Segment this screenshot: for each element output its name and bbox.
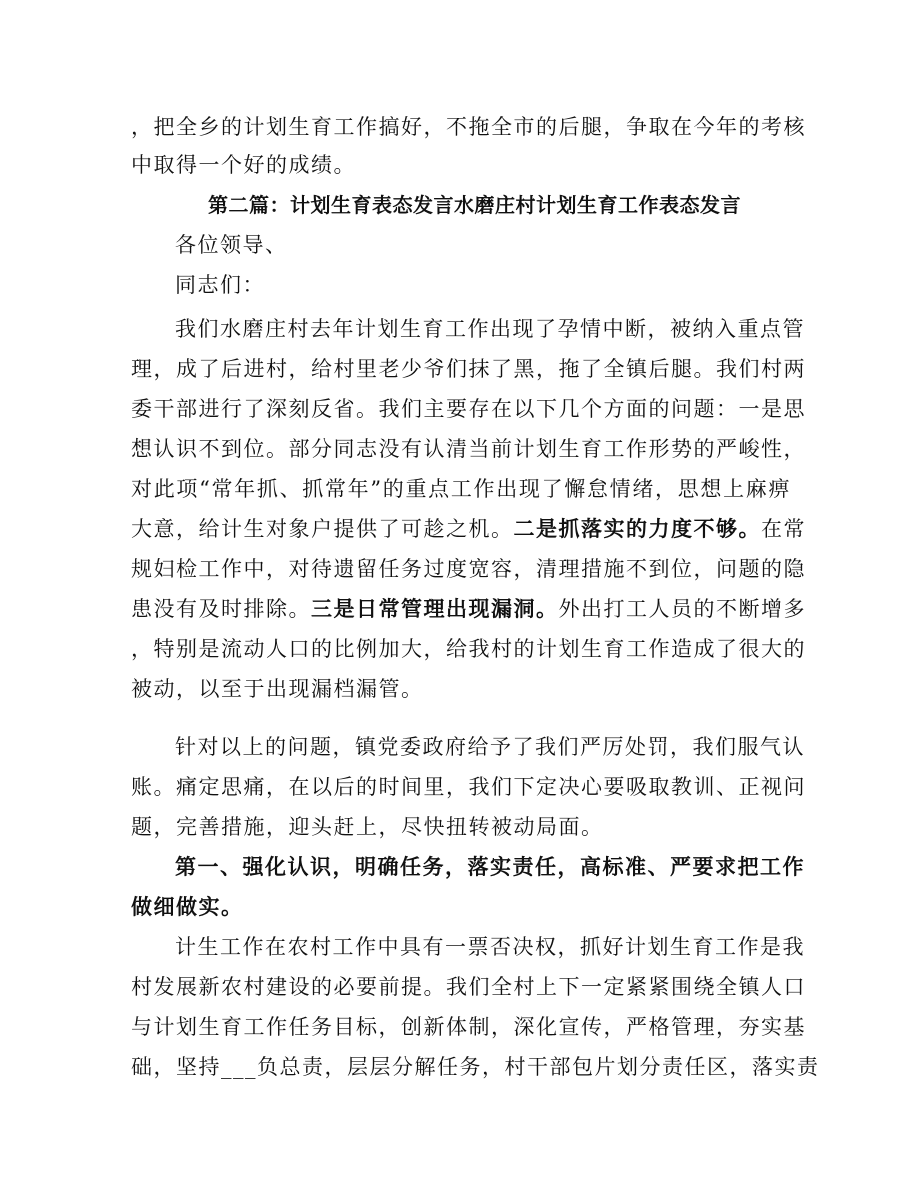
paragraph-1-line-3: 委干部进行了深刻反省。我们主要存在以下几个方面的问题：一是思 [131,397,806,421]
paragraph-1-line-8-text-c: 外出打工人员的不断增多 [558,597,806,621]
paragraph-3-line-3: 与计划生育工作任务目标，创新体制，深化宣传，严格管理，夯实基 [131,1015,806,1039]
paragraph-1-line-6-text-a: 大意，给计生对象户提供了可趁之机。 [131,517,514,541]
paragraph-1-line-6 [131,509,806,549]
paragraph-3-line-2: 村发展新农村建设的必要前提。我们全村上下一定紧紧围绕全镇人口 [131,975,806,999]
salutation-line-1: 各位领导、 [175,233,288,257]
paragraph-2-line-1: 针对以上的问题，镇党委政府给予了我们严厉处罚，我们服气认 [175,735,805,759]
paragraph-1-line-10: 被动，以至于出现漏档漏管。 [131,677,424,701]
section-heading: 第二篇：计划生育表态发言水磨庄村计划生育工作表态发言 [208,193,741,217]
point-three-bold-text: 三是日常管理出现漏洞。 [311,596,559,621]
section-one-line-2: 做细做实。 [131,894,244,919]
paragraph-1-line-8 [131,589,806,629]
paragraph-1-line-6-text-c: 在常 [761,517,806,541]
paragraph-2-line-3: 题，完善措施，迎头赶上，尽快扭转被动局面。 [131,815,604,839]
salutation-line-2: 同志们： [175,273,265,297]
paragraph-1-line-4: 想认识不到位。部分同志没有认清当前计划生育工作形势的严峻性， [131,437,806,461]
paragraph-3-line-4: 础，坚持___负总责，层层分解任务，村干部包片划分责任区，落实责 [131,1055,820,1079]
paragraph-1-line-2: 理，成了后进村，给村里老少爷们抹了黑，拖了全镇后腿。我们村两 [131,357,806,381]
point-two-bold-text: 二是抓落实的力度不够。 [513,516,761,541]
paragraph-2-line-2: 账。痛定思痛，在以后的时间里，我们下定决心要吸取教训、正视问 [131,775,806,799]
paragraph-1-line-8-text-a: 患没有及时排除。 [131,597,311,621]
paragraph-1-line-7: 规妇检工作中，对待遗留任务过度宽容，清理措施不到位，问题的隐 [131,557,806,581]
paragraph-1-line-5: 对此项“常年抓、抓常年”的重点工作出现了懈怠情绪，思想上麻痹 [131,477,791,501]
intro-line-2: 中取得一个好的成绩。 [131,153,356,177]
section-one-line-1: 第一、强化认识，明确任务，落实责任，高标准、严要求把工作 [175,854,805,879]
paragraph-1-line-1: 我们水磨庄村去年计划生育工作出现了孕情中断，被纳入重点管 [175,317,805,341]
paragraph-1-line-9: ，特别是流动人口的比例加大，给我村的计划生育工作造成了很大的 [131,637,806,661]
paragraph-3-line-1: 计生工作在农村工作中具有一票否决权，抓好计划生育工作是我 [175,935,805,959]
intro-line-1: ，把全乡的计划生育工作搞好，不拖全市的后腿，争取在今年的考核 [131,115,806,139]
